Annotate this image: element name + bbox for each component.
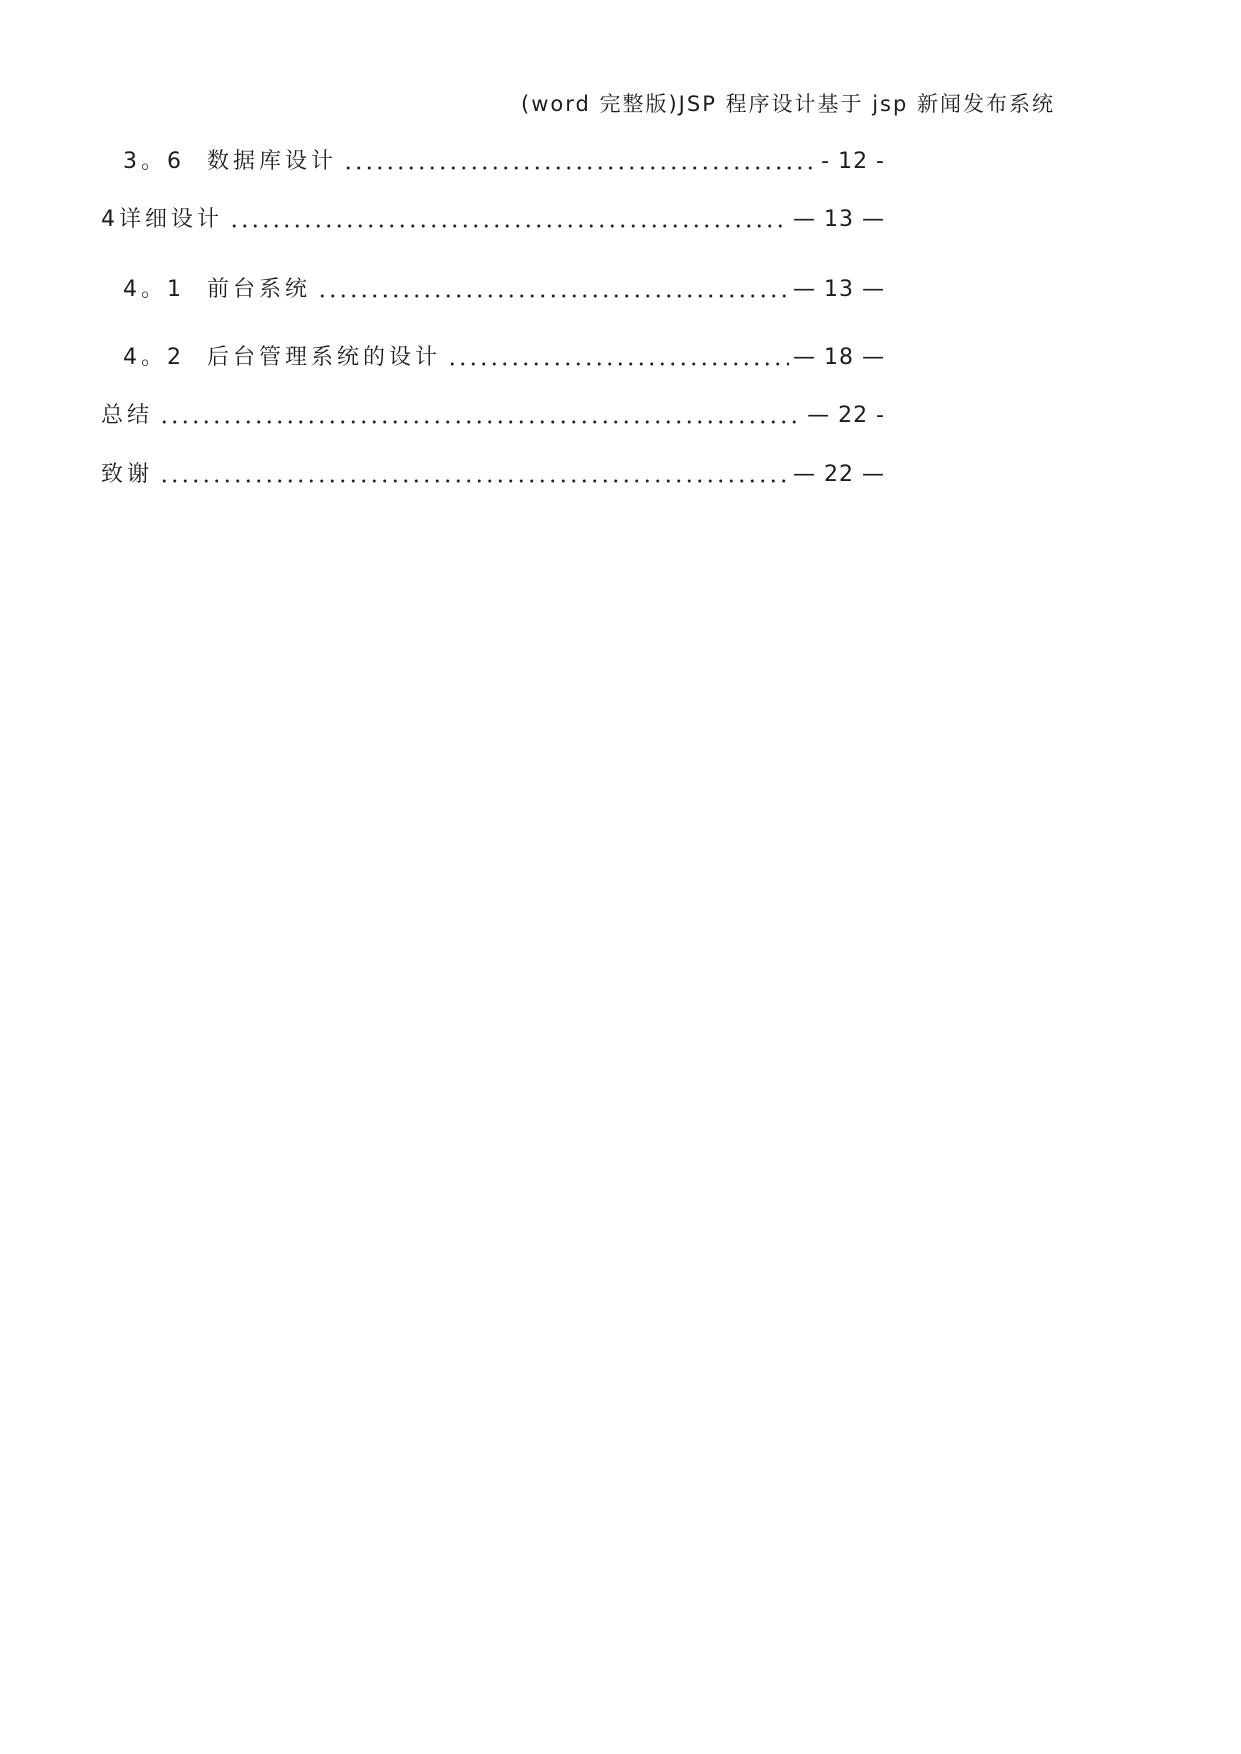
toc-entry-label: 总结 (101, 403, 154, 428)
toc-dot-leader (159, 419, 803, 425)
toc-dot-leader (447, 361, 789, 367)
toc-entry-label: 3。6 数据库设计 (123, 149, 337, 174)
toc-entry-page-number: — 13 — (793, 277, 885, 302)
toc-entry-page-number: — 22 — (793, 462, 885, 487)
toc-entry-label: 致谢 (101, 462, 154, 487)
toc-entry-page-number: — 18 — (793, 345, 885, 370)
toc-entry-label: 4。1 前台系统 (123, 277, 311, 302)
toc-dot-leader (229, 223, 789, 229)
toc-entry (101, 204, 885, 236)
running-header: (word 完整版)JSP 程序设计基于 jsp 新闻发布系统 (521, 92, 1055, 116)
toc-entry (123, 342, 885, 374)
toc-entry-page-number: - 12 - (821, 149, 885, 174)
toc-entry (101, 400, 885, 432)
toc-entry-label: 4详细设计 (101, 207, 223, 232)
toc-dot-leader (343, 165, 817, 171)
toc-dot-leader (159, 478, 789, 484)
table-of-contents (0, 0, 1241, 600)
toc-entry-page-number: — 22 - (807, 403, 885, 428)
toc-entry (123, 274, 885, 306)
toc-entry (123, 146, 885, 178)
toc-entry (101, 459, 885, 491)
toc-entry-label: 4。2 后台管理系统的设计 (123, 345, 441, 370)
toc-entry-page-number: — 13 — (793, 207, 885, 232)
toc-dot-leader (317, 293, 789, 299)
